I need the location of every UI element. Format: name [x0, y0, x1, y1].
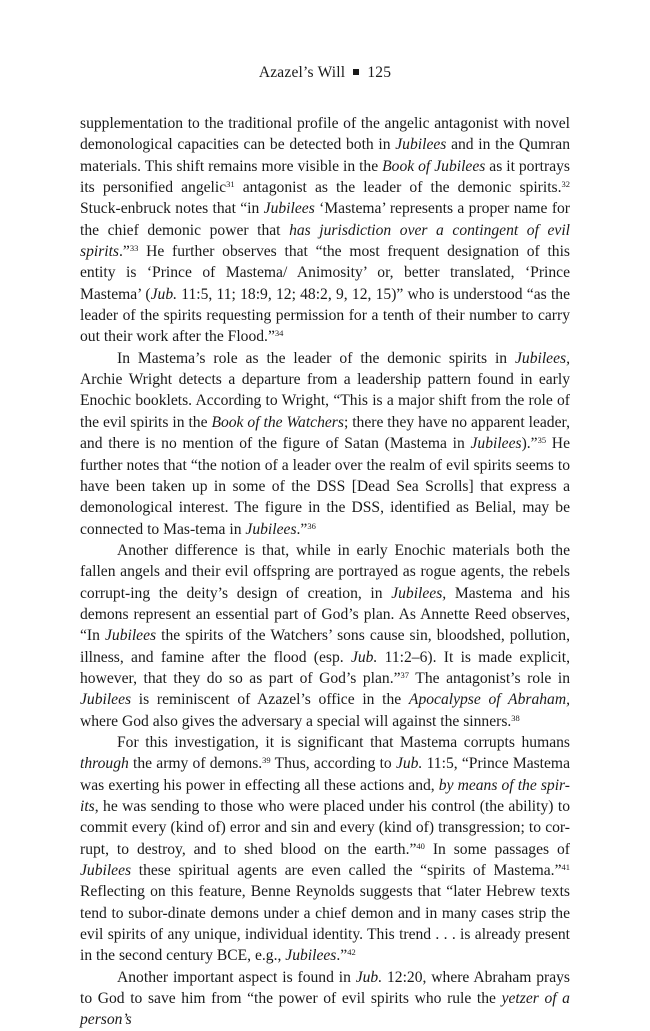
paragraph — [80, 967, 570, 1031]
paragraph — [80, 732, 570, 967]
italic-run: Jubilees — [395, 136, 447, 154]
text-run: For this investigation, it is significant that Mastema corrupts humans — [117, 733, 570, 751]
italic-run: yetzer of a person’s — [80, 990, 570, 1029]
text-run: 12:20, where Abraham prays to God to save him from “the power of evil spirits who rule the — [80, 968, 570, 1008]
text-run: these spiritual agents are even called the “spirits of Mastema.” — [131, 862, 562, 880]
footnote-marker: 37 — [400, 669, 410, 680]
footnote-marker: 34 — [274, 328, 284, 339]
text-run: Another important aspect is found in — [117, 968, 356, 986]
text-run: .” — [336, 947, 348, 965]
text-run: .” — [296, 520, 308, 538]
footnote-marker: 33 — [129, 243, 139, 254]
italic-run: Book of the Watchers — [211, 413, 344, 431]
footnote-marker: 41 — [561, 862, 570, 873]
italic-run: Jubilees, — [515, 349, 570, 367]
text-run: and in the Qumran materials. This shift remains more visible in the — [80, 136, 570, 175]
italic-run: Jubilees, — [391, 584, 447, 602]
italic-run: Jub. — [395, 755, 423, 773]
text-run: , he was sending to those who were placed under his control (the ability) to commit every (kind of) error and sin and every (kind of) transgression; to cor-rupt, to destroy, and to shed blood on the earth.” — [80, 798, 570, 858]
italic-run: Jubilees — [263, 200, 315, 218]
footnote-marker: 39 — [262, 755, 271, 766]
footnote-marker: 31 — [226, 179, 235, 190]
text-run: Stuck-enbruck notes that “in — [80, 200, 264, 218]
text-run: Another difference is that, while in early Enochic materials both the fallen angels and their evil offspring are portrayed as rogue agents, the rebels corrupt-ing the deity’s design of creation, in — [80, 541, 570, 602]
text-run: In Mastema’s role as the leader of the demonic spirits in — [117, 349, 515, 367]
text-run: 11:5, “Prince Mastema was exerting his power in effecting all these actions and, — [80, 755, 570, 794]
footnote-marker: 36 — [307, 520, 316, 531]
italic-run: Apocalypse of Abraham, — [408, 691, 570, 709]
text-run: He further notes that “the notion of a leader over the realm of evil spirits seems to have been taken up in some of the DSS [Dead Sea Scrolls] that express a demonological interest. The figure in the DSS, identified as Belial, may be connected to Mas-tema in — [80, 435, 570, 538]
footnote-marker: 40 — [416, 840, 425, 851]
footnote-marker: 32 — [561, 179, 571, 190]
text-run: where God also gives the adversary a special will against the sinners. — [80, 712, 512, 730]
text-run: Reflecting on this feature, Benne Reynolds suggests that “later Hebrew texts tend to subor-dinate demons under a chief demon and in many cases strip the evil spirits of any unique, individual identity. This trend . . . is already present in the second century BCE, e.g., — [80, 883, 570, 965]
text-run: ; there they have no apparent leader, and there is no mention of the figure of Satan (Mastema in — [80, 413, 570, 453]
paragraph — [80, 113, 570, 348]
italic-run: Jub. — [150, 285, 178, 303]
header-separator-square — [353, 69, 359, 75]
text-run: the army of demons. — [128, 755, 263, 773]
text-run: Mastema and his demons represent an essential part of God’s plan. As Annette Reed observes, “In — [80, 584, 570, 645]
text-run: Thus, according to — [270, 755, 396, 773]
paragraph — [80, 540, 570, 732]
italic-run: Jub. — [350, 648, 378, 666]
body-text — [80, 113, 570, 1031]
text-run: is reminiscent of Azazel’s office in the — [131, 691, 409, 709]
text-run: 11:2–6). It is made explicit, however, that they do so as part of God’s plan.” — [80, 648, 570, 687]
italic-run: Jubilees — [470, 435, 522, 453]
italic-run: Jubilees — [80, 862, 132, 880]
text-run: the spirits of the Watchers’ sons cause sin, bloodshed, pollution, illness, and famine after the flood (esp. — [80, 627, 571, 666]
footnote-marker: 38 — [511, 712, 520, 723]
italic-run: Jubilees — [245, 520, 297, 538]
text-run: 11:5, 11; 18:9, 12; 48:2, 9, 12, 15)” who is understood “as the leader of the spirits requesting permission for a tenth of their number to carry out their work after the Flood.” — [80, 285, 570, 346]
italic-run: Book of Jubilees — [382, 157, 486, 175]
text-run: antagonist as the leader of the demonic spirits. — [234, 179, 562, 197]
paragraph — [80, 348, 570, 540]
text-run: ).” — [521, 435, 538, 453]
italic-run: Jubilees — [285, 947, 337, 965]
text-run: as it portrays its personified angelic — [80, 157, 570, 197]
running-header — [0, 64, 650, 82]
running-title: Azazel’s Will — [258, 64, 346, 81]
footnote-marker: 35 — [537, 435, 547, 446]
italic-run: through — [80, 755, 129, 773]
italic-run: Jub. — [355, 968, 383, 986]
page-number: 125 — [367, 64, 392, 81]
text-run: .” — [119, 243, 130, 261]
text-run: He further observes that “the most frequent designation of this entity is ‘Prince of Mastema/ Animosity’ or, better translated, ‘Prince Mastema’ ( — [80, 243, 570, 303]
italic-run: has jurisdiction over a contingent of evil spirits — [80, 221, 570, 261]
text-run: Archie Wright detects a departure from a leadership pattern found in early Enochic booklets. According to Wright, “This is a major shift from the role of the evil spirits in the — [80, 371, 570, 431]
footnote-marker: 42 — [347, 947, 356, 958]
italic-run: Jubilees — [104, 627, 157, 645]
italic-run: Jubilees — [80, 691, 132, 709]
text-run: ‘Mastema’ represents a proper name for the chief demonic power that — [80, 200, 570, 239]
text-run: The antagonist’s role in — [409, 669, 570, 687]
text-run: supplementation to the traditional profile of the angelic antagonist with novel demonological capacities can be detected both in — [80, 115, 570, 154]
text-run: In some passages of — [424, 840, 570, 858]
italic-run: by means of the spir-its — [80, 776, 570, 815]
